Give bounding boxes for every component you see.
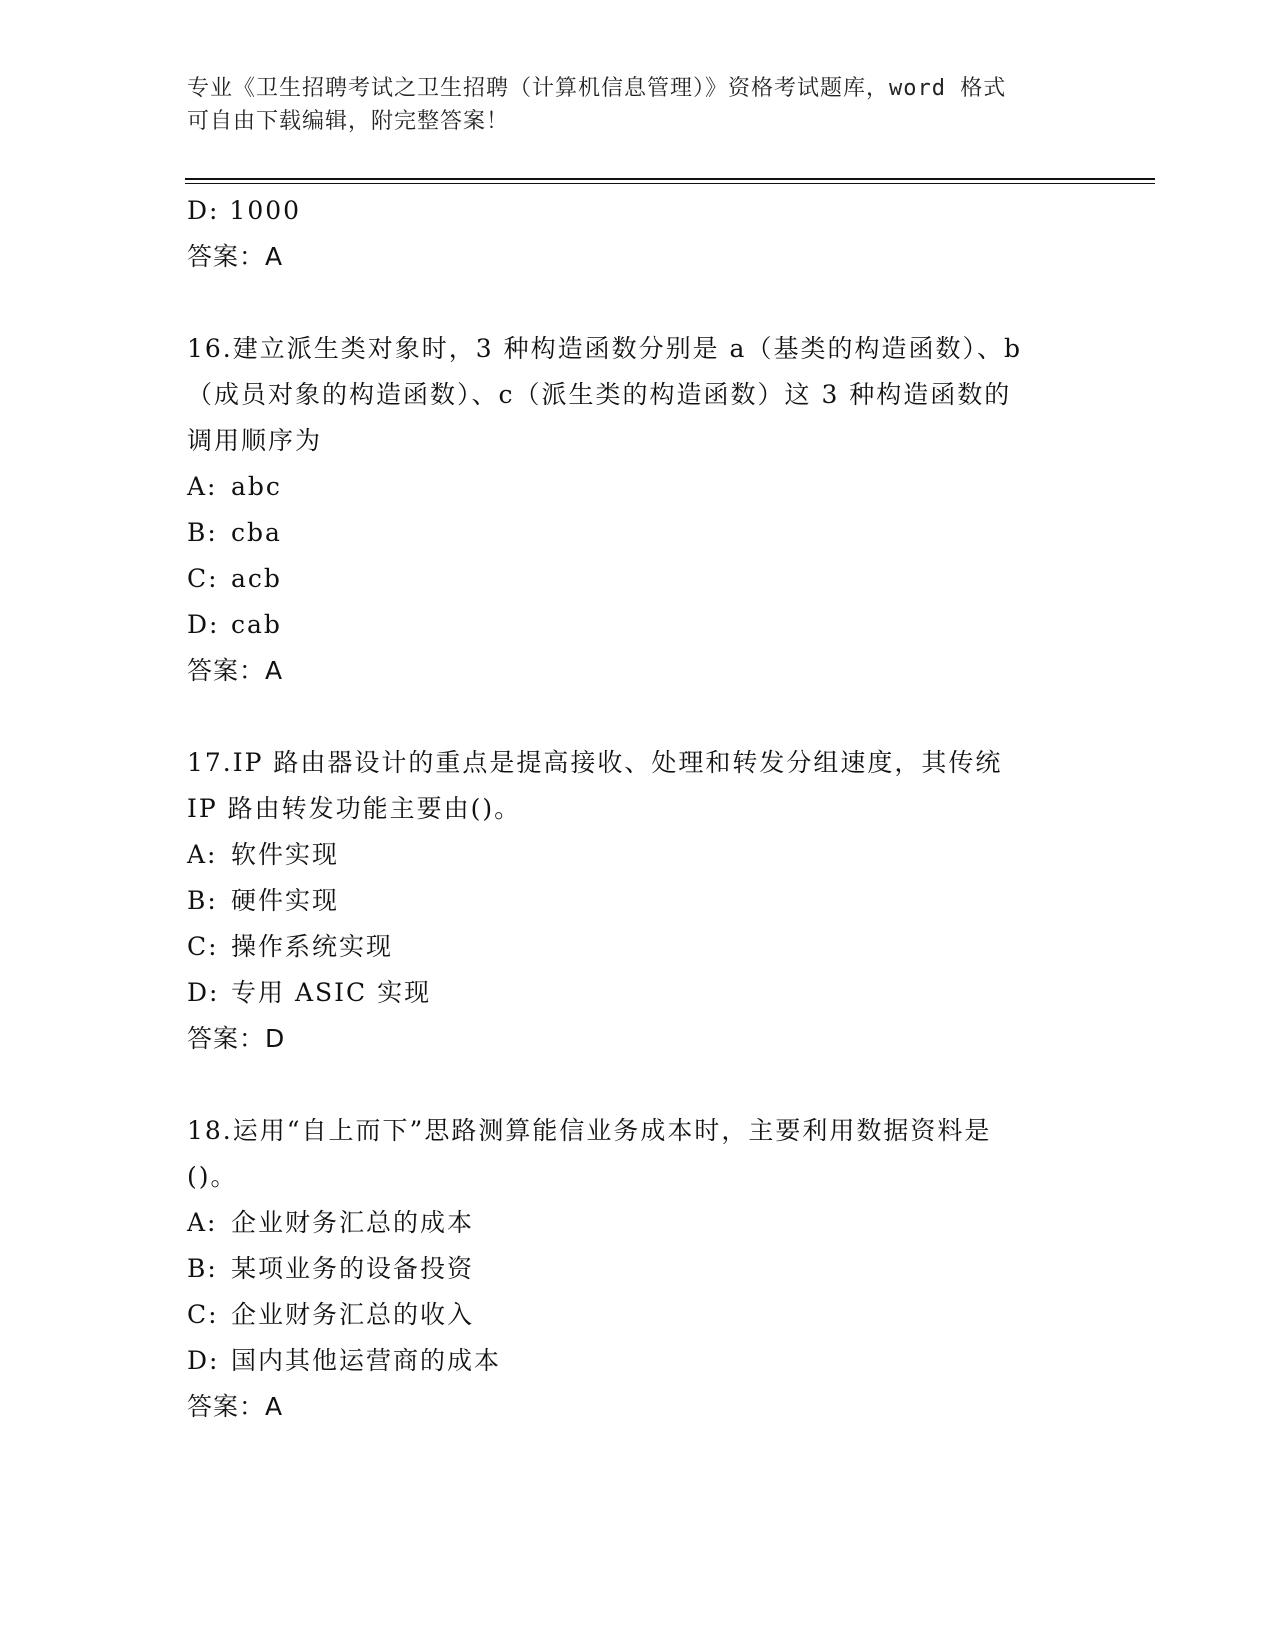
- question-16-text-line-1: 16.建立派生类对象时，3 种构造函数分别是 a（基类的构造函数）、b: [187, 334, 1022, 363]
- prev-answer: 答案：A: [187, 242, 284, 271]
- option-text: 专用 ASIC 实现: [231, 978, 432, 1007]
- question-17-option-c: [187, 924, 1087, 970]
- question-17-option-b: [187, 878, 1087, 924]
- spacer: [187, 1062, 1087, 1108]
- option-label: D:: [187, 978, 220, 1007]
- question-16-text-line-2: （成员对象的构造函数）、c（派生类的构造函数）这 3 种构造函数的: [187, 380, 1012, 409]
- header-divider-thick: [185, 178, 1155, 180]
- option-label: C:: [187, 564, 219, 593]
- question-16-option-a: [187, 464, 1087, 510]
- question-16-answer: 答案：A: [187, 656, 284, 685]
- option-label: B:: [187, 886, 218, 915]
- question-18-answer: 答案：A: [187, 1392, 284, 1421]
- option-label: A:: [187, 472, 218, 501]
- option-label: A:: [187, 840, 218, 869]
- question-16: [187, 326, 1087, 694]
- question-17-option-d: [187, 970, 1087, 1016]
- header-divider-thin: [185, 183, 1155, 184]
- option-text: cba: [231, 518, 282, 547]
- question-18-option-a: [187, 1200, 1087, 1246]
- option-text: acb: [231, 564, 282, 593]
- question-17-text-line-2: IP 路由转发功能主要由()。: [187, 794, 522, 823]
- question-16-option-c: [187, 556, 1087, 602]
- option-text: 某项业务的设备投资: [231, 1254, 475, 1283]
- question-18-option-d: [187, 1338, 1087, 1384]
- page-header: [187, 72, 1087, 138]
- option-text: 企业财务汇总的收入: [231, 1300, 475, 1329]
- option-label: D:: [187, 1346, 220, 1375]
- question-18-option-c: [187, 1292, 1087, 1338]
- question-18-text-line-1: 18.运用“自上而下”思路测算能信业务成本时，主要利用数据资料是: [187, 1116, 992, 1145]
- question-16-option-d: [187, 602, 1087, 648]
- spacer: [187, 280, 1087, 326]
- option-text: 软件实现: [231, 840, 340, 869]
- option-label: A:: [187, 1208, 218, 1237]
- option-text: 企业财务汇总的成本: [231, 1208, 475, 1237]
- header-line-2: 可自由下载编辑，附完整答案！: [187, 109, 510, 134]
- option-label: C:: [187, 1300, 219, 1329]
- question-17: [187, 740, 1087, 1062]
- option-text: abc: [231, 472, 282, 501]
- question-16-option-b: [187, 510, 1087, 556]
- option-label: B:: [187, 1254, 218, 1283]
- option-text: 硬件实现: [231, 886, 340, 915]
- option-text: 操作系统实现: [231, 932, 394, 961]
- prev-option-d: D: 1000: [187, 196, 302, 225]
- option-label: D:: [187, 610, 220, 639]
- option-label: C:: [187, 932, 219, 961]
- question-18-option-b: [187, 1246, 1087, 1292]
- question-17-option-a: [187, 832, 1087, 878]
- question-18: [187, 1108, 1087, 1430]
- question-16-text-line-3: 调用顺序为: [187, 426, 323, 455]
- question-17-text-line-1: 17.IP 路由器设计的重点是提高接收、处理和转发分组速度，其传统: [187, 748, 1003, 777]
- option-text: 国内其他运营商的成本: [231, 1346, 502, 1375]
- question-17-answer: 答案：D: [187, 1024, 286, 1053]
- header-line-1: 专业《卫生招聘考试之卫生招聘（计算机信息管理）》资格考试题库，word 格式: [187, 76, 1007, 101]
- option-label: B:: [187, 518, 218, 547]
- option-text: cab: [231, 610, 282, 639]
- spacer: [187, 694, 1087, 740]
- question-18-text-line-2: ()。: [187, 1162, 238, 1191]
- question-list: [187, 188, 1087, 1430]
